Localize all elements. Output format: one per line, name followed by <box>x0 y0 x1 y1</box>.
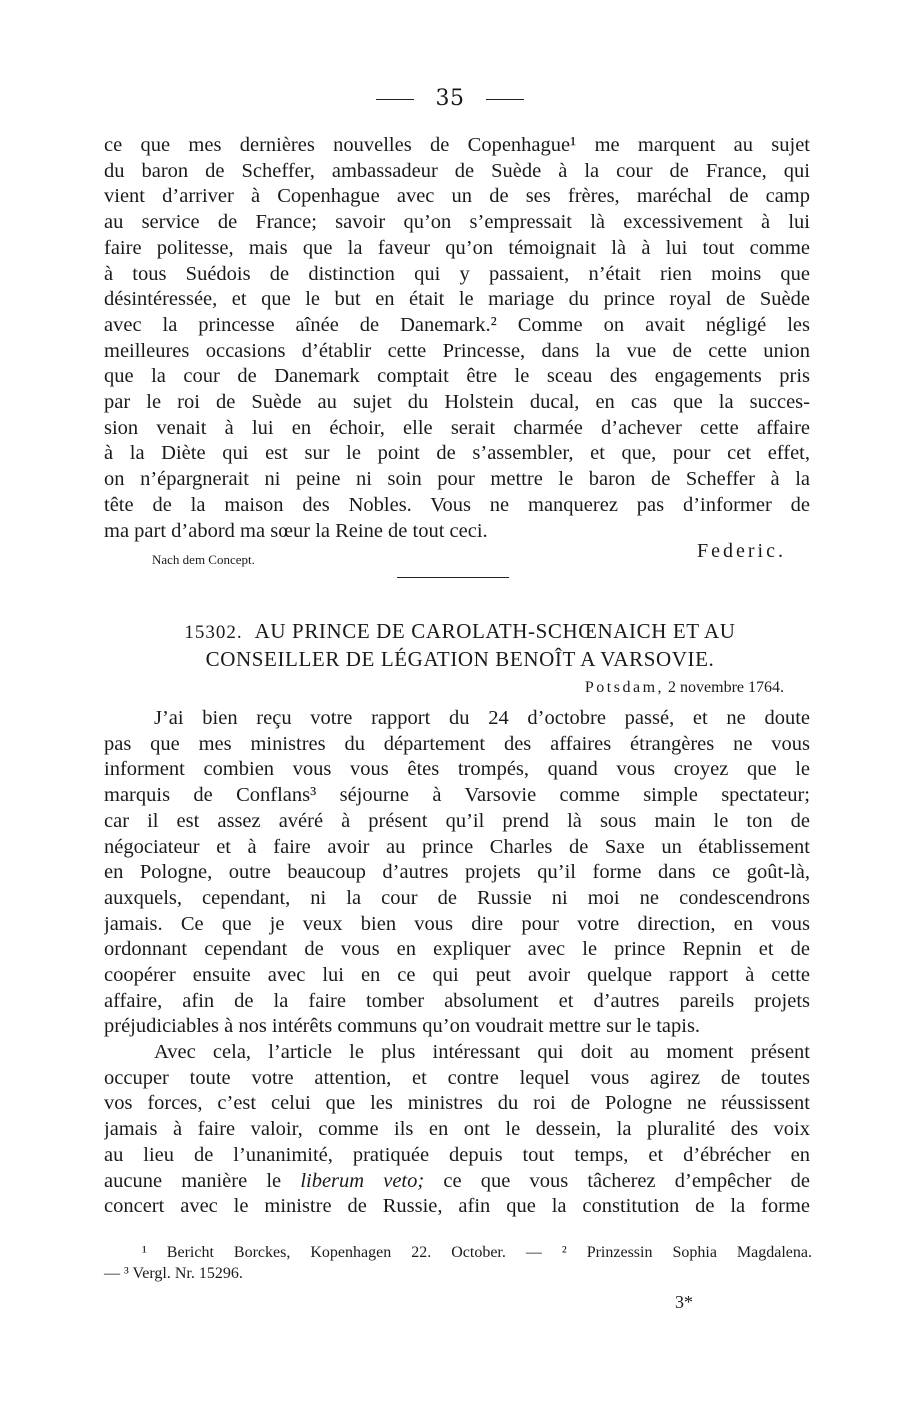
printer-signature-mark: 3* <box>675 1292 693 1312</box>
text-line: au service de France; savoir qu’on s’empressait là excessivement à lui <box>104 211 810 234</box>
text-line: ce que mes dernières nouvelles de Copenhague¹ me marquent au sujet <box>104 134 810 156</box>
header-dash-right <box>486 99 524 100</box>
text-segment: ce que vous tâcherez d’empêcher de <box>424 1169 810 1192</box>
section-divider <box>397 577 509 578</box>
text-segment: aucune manière le <box>104 1169 301 1192</box>
text-line: coopérer ensuite avec lui en ce qui peut avoir quelque rapport à cette <box>104 964 810 987</box>
text-line: faire politesse, mais que la faveur qu’on témoignait là à lui tout comme <box>104 236 810 259</box>
text-line: en Pologne, outre beaucoup d’autres projets qu’il forme dans ce goût-là, <box>104 861 810 884</box>
heading-addressee: AU PRINCE DE CAROLATH-SCHŒNAICH ET AU <box>254 619 736 643</box>
closing-row <box>152 540 786 569</box>
footnotes <box>104 1242 812 1284</box>
text-line: marquis de Conflans³ séjourne à Varsovie comme simple spectateur; <box>104 784 810 807</box>
text-line: informent combien vous vous êtes trompés, quand vous croyez que le <box>104 758 810 781</box>
text-line: occuper toute votre attention, et contre lequel vous agirez de toutes <box>104 1066 810 1089</box>
text-line: tête de la maison des Nobles. Vous ne manquerez pas d’informer de <box>104 493 810 516</box>
text-line: affaire, afin de la faire tomber absolument et d’autres pareils projets <box>104 989 810 1012</box>
dateline-place: Potsdam, <box>584 679 665 696</box>
text-line: J’ai bien reçu votre rapport du 24 d’octobre passé, et ne doute <box>154 707 810 729</box>
text-line: du baron de Scheffer, ambassadeur de Suède à la cour de France, qui <box>104 159 810 182</box>
text-line: vos forces, c’est celui que les ministres du roi de Pologne ne réussissent <box>104 1092 810 1115</box>
page-number: 35 <box>435 86 465 111</box>
page-header <box>0 86 900 111</box>
text-line: on n’épargnerait ni peine ni soin pour mettre le baron de Scheffer à la <box>104 468 810 491</box>
heading-line-2: CONSEILLER DE LÉGATION BENOÎT A VARSOVIE. <box>205 647 715 671</box>
letter2-paragraph-1 <box>104 706 810 1040</box>
text-line: au lieu de l’unanimité, pratiquée depuis tout temps, et d’ébrécher en <box>104 1143 810 1166</box>
text-line: meilleures occasions d’établir cette Princesse, dans la vue de cette union <box>104 339 810 362</box>
text-line: concert avec le ministre de Russie, afin que la constitution de la forme <box>104 1195 810 1218</box>
text-line: Avec cela, l’article le plus intéressant qui doit au moment présent <box>154 1041 810 1063</box>
text-line: à la Diète qui est sur le point de s’assembler, et que, pour cet effet, <box>104 442 810 465</box>
heading-line-1 <box>120 618 800 646</box>
text-line: pas que mes ministres du département des affaires étrangères ne vous <box>104 732 810 755</box>
text-line: auxquels, cependant, ni la cour de Russie ni moi ne condescendrons <box>104 886 810 909</box>
text-line: jamais. Ce que je veux bien vous dire pour votre direction, en vous <box>104 912 810 935</box>
text-line: par le roi de Suède au sujet du Holstein ducal, en cas que la succes- <box>104 391 810 414</box>
footnote-line-2: — ³ Vergl. Nr. 15296. <box>104 1265 243 1282</box>
document-number: 15302. <box>184 622 243 643</box>
dateline-date: 2 novembre 1764. <box>668 679 784 696</box>
text-line: car il est assez avéré à présent qu’il prend là sous main le ton de <box>104 809 810 832</box>
text-line: à tous Suédois de distinction qui y passaient, n’était rien moins que <box>104 262 810 285</box>
text-line: désintéressée, et que le but en était le mariage du prince royal de Suède <box>104 288 810 311</box>
text-line: jamais à faire valoir, comme ils en ont le dessein, la pluralité des voix <box>104 1118 810 1141</box>
text-line: négociateur et à faire avoir au prince Charles de Saxe un établissement <box>104 835 810 858</box>
letter1-body <box>104 133 810 544</box>
text-line: avec la princesse aînée de Danemark.² Comme on avait négligé les <box>104 313 810 336</box>
source-note: Nach dem Concept. <box>152 552 255 567</box>
text-line: sion venait à lui en échoir, elle serait charmée d’achever cette affaire <box>104 416 810 439</box>
signature: Federic. <box>697 540 786 562</box>
text-line: préjudiciables à nos intérêts communs qu’on voudrait mettre sur le tapis. <box>104 1015 701 1038</box>
footnote-line-1: ¹ Bericht Borckes, Kopenhagen 22. October. — ² Prinzessin Sophia Magdalena. <box>142 1244 812 1261</box>
italic-latin-term: liberum veto; <box>300 1169 425 1192</box>
text-line-with-italic <box>104 1169 810 1195</box>
dateline <box>585 679 784 697</box>
text-line: ma part d’abord ma sœur la Reine de tout ceci. <box>104 519 488 542</box>
document-heading <box>120 618 800 672</box>
text-line: vient d’arriver à Copenhague avec un de ses frères, maréchal de camp <box>104 185 810 208</box>
text-line: ordonnant cependant de vous en expliquer avec le prince Repnin et de <box>104 938 810 961</box>
text-line: que la cour de Danemark comptait être le sceau des engagements pris <box>104 365 810 388</box>
header-dash-left <box>376 99 414 100</box>
letter2-paragraph-2 <box>104 1040 810 1220</box>
